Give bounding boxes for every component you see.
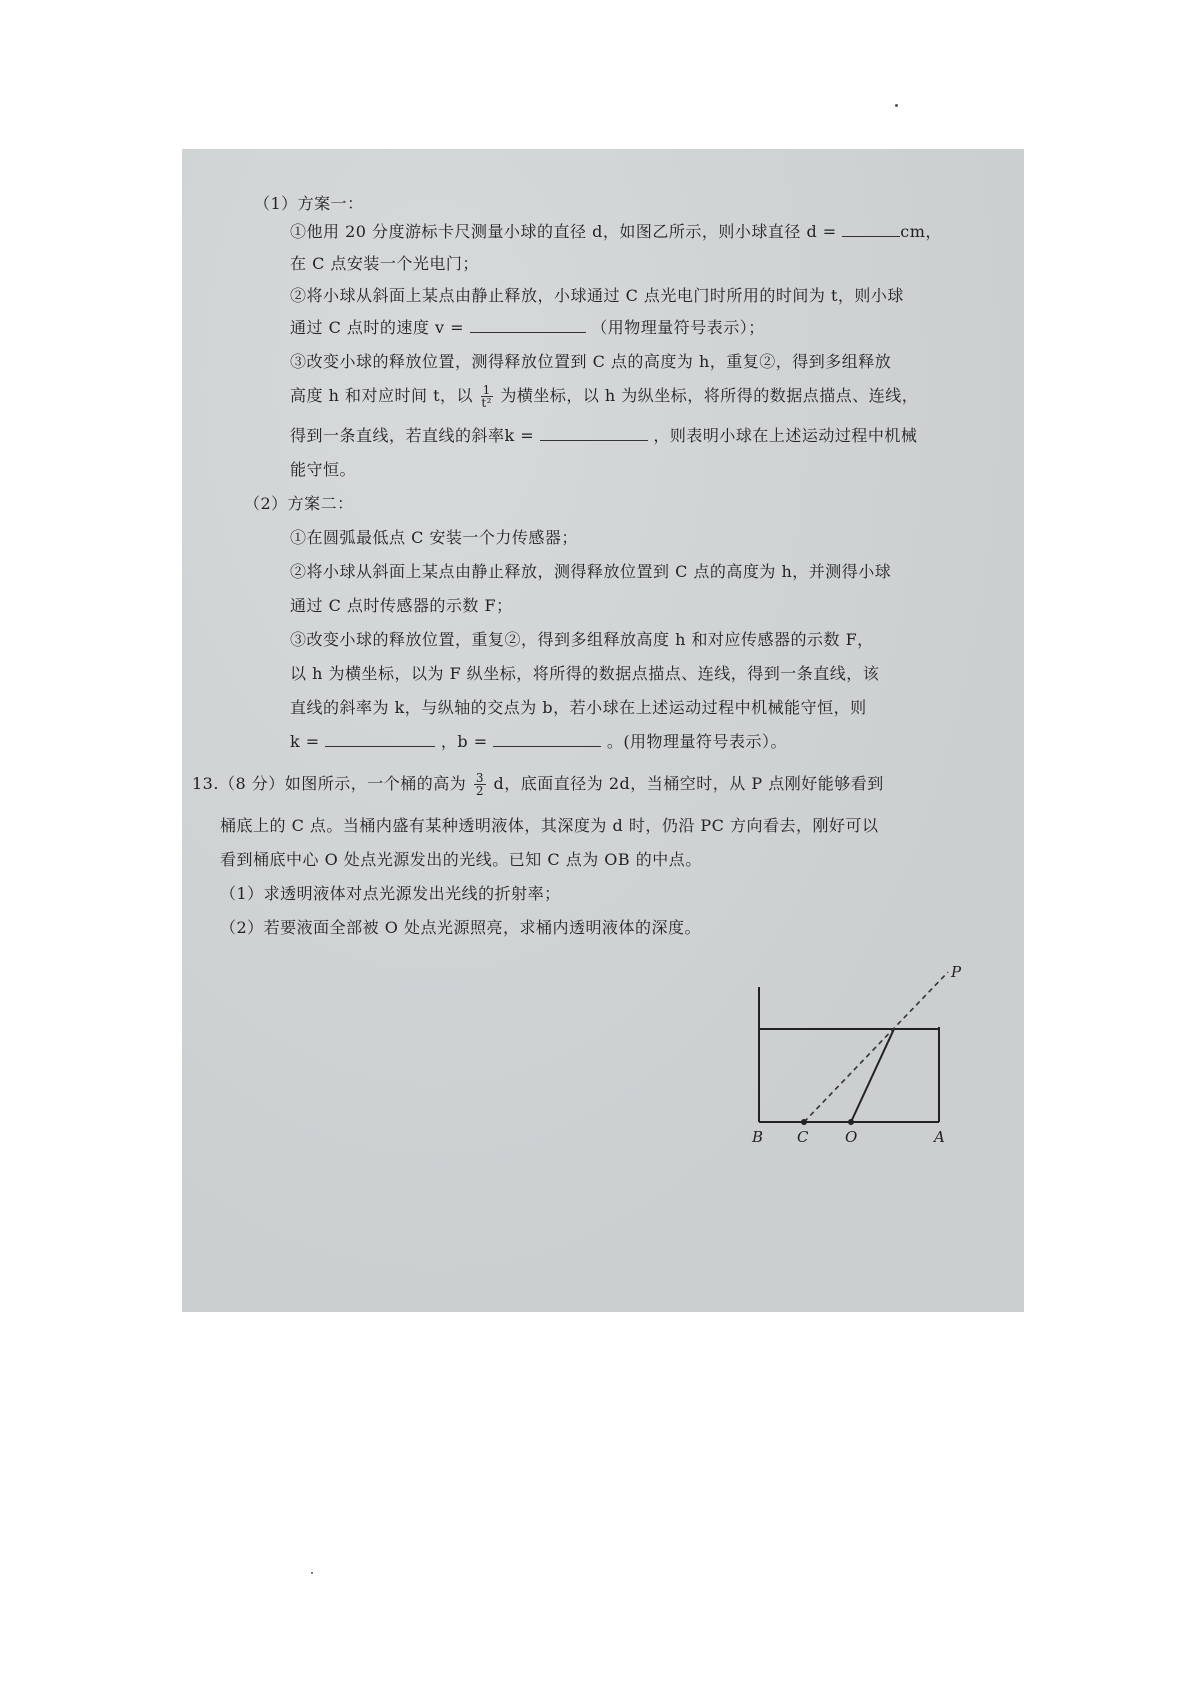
q13-line1 xyxy=(192,771,884,797)
answer-blank-v[interactable] xyxy=(470,318,586,333)
text: 。(用物理量符号表示）。 xyxy=(606,732,788,751)
q13-sub1: （1）求透明液体对点光源发出光线的折射率； xyxy=(220,884,561,903)
text-b: ，b = xyxy=(440,732,488,751)
point-c-dot xyxy=(801,1119,807,1125)
label-p: P xyxy=(951,963,962,981)
fraction-three-halves xyxy=(474,772,486,797)
part1-step3-line1: ③改变小球的释放位置，测得释放位置到 C 点的高度为 h，重复②，得到多组释放 xyxy=(290,352,892,371)
bottom-speck xyxy=(311,1572,313,1574)
answer-blank-k2[interactable] xyxy=(325,732,435,747)
text: 为横坐标，以 h 为纵坐标，将所得的数据点描点、连线， xyxy=(500,386,919,405)
part2-step3-line1: ③改变小球的释放位置，重复②，得到多组释放高度 h 和对应传感器的示数 F， xyxy=(290,630,874,649)
part2-step3-line3: 直线的斜率为 k，与纵轴的交点为 b，若小球在上述运动过程中机械能守恒，则 xyxy=(290,698,867,717)
label-b: B xyxy=(752,1128,764,1146)
answer-blank-b[interactable] xyxy=(493,732,601,747)
part2-step3-line2: 以 h 为横坐标，以为 F 纵坐标，将所得的数据点描点、连线，得到一条直线，该 xyxy=(290,664,880,683)
fraction-denominator: t² xyxy=(481,396,492,410)
part1-step2-line2 xyxy=(290,315,765,338)
q13-line3: 看到桶底中心 O 处点光源发出的光线。已知 C 点为 OB 的中点。 xyxy=(220,850,702,869)
part2-heading: （2）方案二： xyxy=(244,494,354,513)
scanned-page xyxy=(182,149,1024,1312)
text: ①他用 20 分度游标卡尺测量小球的直径 d，如图乙所示，则小球直径 d = xyxy=(290,222,837,241)
refracted-ray xyxy=(851,1029,894,1122)
part2-step3-line4 xyxy=(290,729,787,752)
q13-line2: 桶底上的 C 点。当桶内盛有某种透明液体，其深度为 d 时，仍沿 PC 方向看去，刚好可以 xyxy=(220,816,879,835)
answer-blank-k1[interactable] xyxy=(540,426,648,441)
unit-cm: cm， xyxy=(900,222,942,241)
text: 通过 C 点时的速度 v = xyxy=(290,318,465,337)
corner-speck xyxy=(895,104,898,107)
q13-sub2: （2）若要液面全部被 O 处点光源照亮，求桶内透明液体的深度。 xyxy=(220,918,701,937)
label-o: O xyxy=(845,1128,858,1146)
label-c: C xyxy=(797,1128,809,1146)
fraction-denominator: 2 xyxy=(475,784,484,798)
text: 得到一条直线，若直线的斜率k = xyxy=(290,426,535,445)
text: 高度 h 和对应时间 t，以 xyxy=(290,386,473,405)
part1-step1-line2: 在 C 点安装一个光电门； xyxy=(290,254,479,273)
text: （用物理量符号表示）； xyxy=(591,318,765,337)
text-k: k = xyxy=(290,732,320,751)
part2-step2-line1: ②将小球从斜面上某点由静止释放，测得释放位置到 C 点的高度为 h，并测得小球 xyxy=(290,562,892,581)
sight-line-pc xyxy=(804,972,948,1122)
part2-step2-line2: 通过 C 点时传感器的示数 F； xyxy=(290,596,513,615)
point-o-dot xyxy=(848,1119,854,1125)
part2-step1: ①在圆弧最低点 C 安装一个力传感器； xyxy=(290,528,578,547)
part1-heading: （1）方案一： xyxy=(254,194,364,213)
text: ，则表明小球在上述运动过程中机械 xyxy=(653,426,918,445)
part1-step2-line1: ②将小球从斜面上某点由静止释放，小球通过 C 点光电门时所用的时间为 t，则小球 xyxy=(290,286,904,305)
part1-step3-line2 xyxy=(290,383,918,409)
label-a: A xyxy=(934,1128,945,1146)
part1-step1-line1 xyxy=(290,219,942,242)
fraction-numerator: 3 xyxy=(475,771,484,785)
fraction-numerator: 1 xyxy=(482,383,491,397)
part1-step3-line4: 能守恒。 xyxy=(290,460,357,479)
part1-step3-line3 xyxy=(290,423,917,446)
text: d，底面直径为 2d，当桶空时，从 P 点刚好能够看到 xyxy=(493,774,884,793)
fraction-one-over-t-squared xyxy=(481,384,493,409)
text: 13.（8 分）如图所示，一个桶的高为 xyxy=(192,774,467,793)
answer-blank-d[interactable] xyxy=(842,222,900,237)
